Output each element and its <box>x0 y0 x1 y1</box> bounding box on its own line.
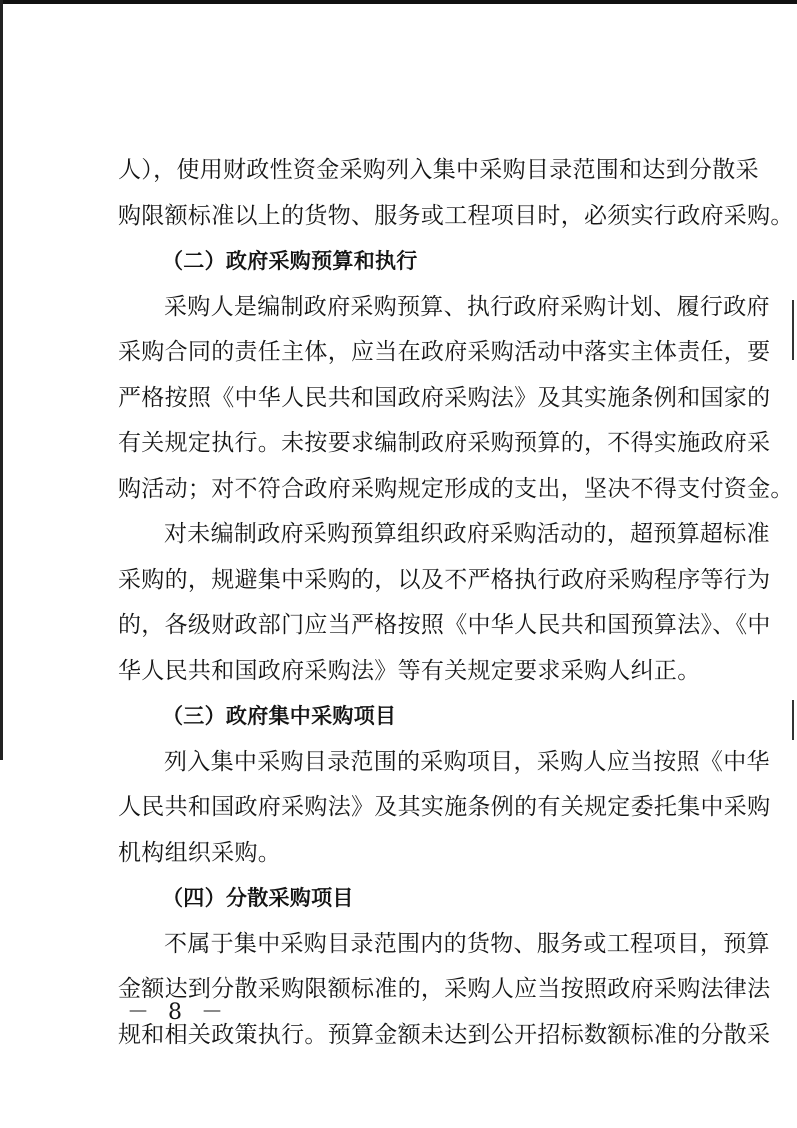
text-line: 严格按照《中华人民共和国政府采购法》及其实施条例和国家的 <box>118 384 771 411</box>
text-line: 机构组织采购。 <box>118 839 282 866</box>
text-line: 采购的，规避集中采购的，以及不严格执行政府采购程序等行为 <box>118 566 771 593</box>
text-line: 列入集中采购目录范围的采购项目，采购人应当按照《中华 <box>164 748 770 775</box>
text-line: 购限额标准以上的货物、服务或工程项目时，必须实行政府采购。 <box>118 202 794 229</box>
text-line: 的，各级财政部门应当严格按照《中华人民共和国预算法》、《中 <box>118 612 771 638</box>
scan-right-mark <box>792 700 794 740</box>
page-number: － 8 － <box>127 1000 229 1025</box>
text-line: 有关规定执行。未按要求编制政府采购预算的，不得实施政府采 <box>118 430 771 456</box>
section-heading-decentralized: （四）分散采购项目 <box>162 886 354 910</box>
scan-right-mark <box>792 300 794 360</box>
section-heading-centralized: （三）政府集中采购项目 <box>162 704 397 728</box>
text-line: 采购合同的责任主体，应当在政府采购活动中落实主体责任，要 <box>118 339 771 365</box>
scan-top-border <box>0 0 797 4</box>
document-body <box>118 148 794 1058</box>
text-line: 人民共和国政府采购法》及其实施条例的有关规定委托集中采购 <box>118 794 771 820</box>
text-line: 人），使用财政性资金采购列入集中采购目录范围和达到分散采 <box>118 157 759 183</box>
text-line: 规和相关政策执行。预算金额未达到公开招标数额标准的分散采 <box>118 1021 771 1048</box>
scan-left-border <box>0 0 3 760</box>
text-line: 不属于集中采购目录范围内的货物、服务或工程项目，预算 <box>164 930 770 957</box>
text-line: 采购人是编制政府采购预算、执行政府采购计划、履行政府 <box>164 293 770 320</box>
text-line: 对未编制政府采购预算组织政府采购活动的，超预算超标准 <box>164 521 770 547</box>
text-line: 华人民共和国政府采购法》等有关规定要求采购人纠正。 <box>118 657 701 684</box>
section-heading-budget: （二）政府采购预算和执行 <box>162 249 418 273</box>
text-line: 购活动；对不符合政府采购规定形成的支出，坚决不得支付资金。 <box>118 475 794 502</box>
text-line: 金额达到分散采购限额标准的，采购人应当按照政府采购法律法 <box>118 976 771 1002</box>
